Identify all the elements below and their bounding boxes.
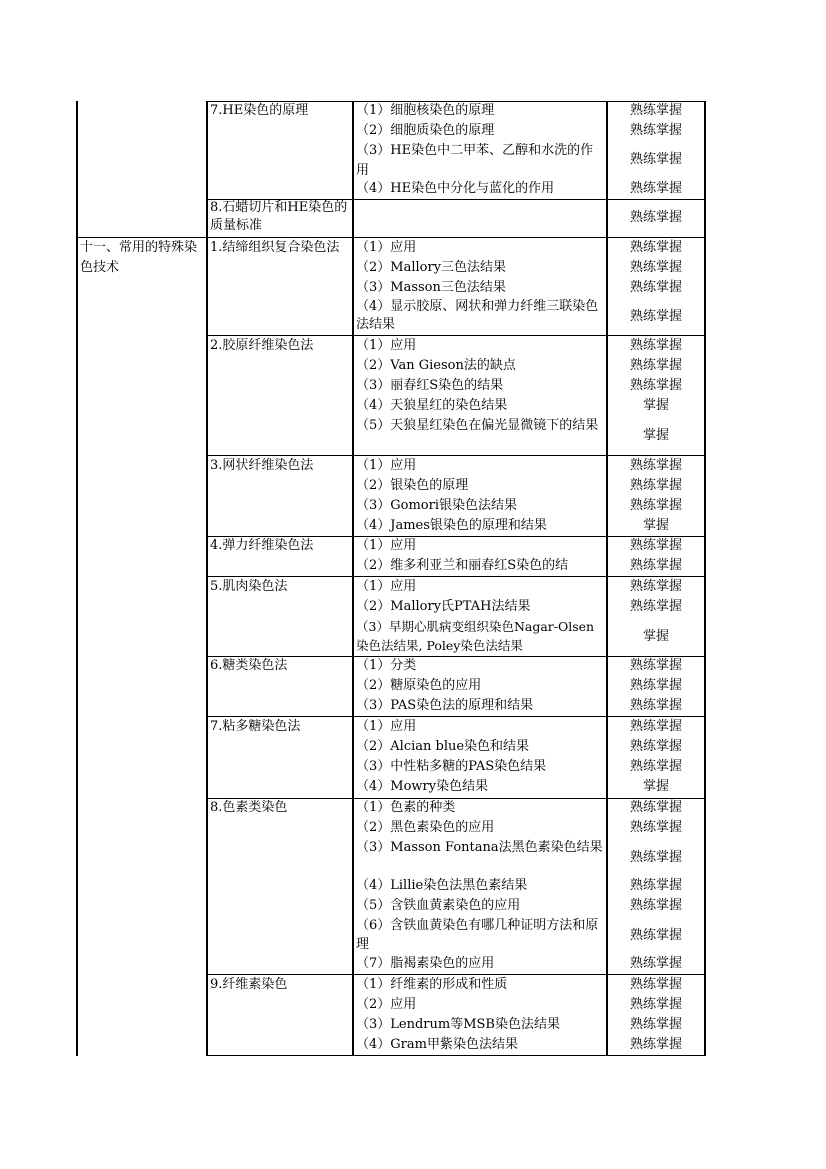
topic-label: 9.纤维素染色 [210, 977, 288, 992]
item-text: （3）中性粘多糖的PAS染色结果 [356, 759, 547, 774]
mastery-level: 熟练掌握 [629, 1037, 682, 1052]
item-text: （2）应用 [356, 997, 417, 1012]
item-text: （6）含铁血黄染色有哪几种证明方法和原理 [356, 918, 599, 952]
item-text: （1）应用 [356, 240, 417, 255]
mastery-level: 熟练掌握 [629, 152, 682, 167]
mastery-level: 熟练掌握 [629, 181, 682, 196]
mastery-level: 熟练掌握 [629, 759, 682, 774]
item-text: （5）含铁血黄素染色的应用 [356, 898, 521, 913]
item-text: （4）Gram甲紫染色法结果 [356, 1037, 518, 1052]
item-text: （4）Lillie染色法黑色素结果 [356, 878, 528, 893]
mastery-level: 掌握 [642, 428, 669, 443]
item-text: （3）Masson三色法结果 [356, 280, 506, 295]
mastery-level: 熟练掌握 [629, 898, 682, 913]
mastery-level: 熟练掌握 [629, 850, 682, 865]
item-text: （4）显示胶原、网状和弹力纤维三联染色法结果 [356, 299, 599, 332]
category-label: 十一、常用的特殊染色技术 [80, 240, 198, 275]
topic-label: 1.结缔组织复合染色法 [210, 240, 340, 255]
mastery-level: 熟练掌握 [629, 579, 682, 594]
mastery-level: 熟练掌握 [629, 309, 682, 324]
mastery-level: 熟练掌握 [629, 820, 682, 835]
mastery-level: 熟练掌握 [629, 538, 682, 553]
mastery-level: 熟练掌握 [629, 478, 682, 493]
item-text: （7）脂褐素染色的应用 [356, 956, 495, 971]
mastery-level: 熟练掌握 [629, 977, 682, 992]
mastery-level: 熟练掌握 [629, 739, 682, 754]
item-text: （2）维多利亚兰和丽春红S染色的结 [356, 558, 569, 573]
topic-label: 5.肌肉染色法 [210, 579, 288, 594]
mastery-level: 熟练掌握 [629, 210, 682, 225]
item-text: （2）Van Gieson法的缺点 [356, 358, 516, 373]
topic-label: 8.色素类染色 [210, 800, 288, 815]
item-text: （2）Mallory氏PTAH法结果 [356, 599, 531, 614]
item-text: （2）黑色素染色的应用 [356, 820, 495, 835]
item-text: （1）细胞核染色的原理 [356, 103, 495, 118]
item-text: （3）Masson Fontana法黑色素染色结果 [356, 840, 603, 855]
item-text: （1）分类 [356, 658, 417, 673]
item-text: （1）应用 [356, 538, 417, 553]
topic-label: 4.弹力纤维染色法 [210, 538, 314, 553]
mastery-level: 掌握 [642, 398, 669, 413]
item-text: （3）丽春红S染色的结果 [356, 378, 504, 393]
item-text: （3）Lendrum等MSB染色法结果 [356, 1017, 560, 1032]
topic-label: 6.糖类染色法 [210, 658, 288, 673]
mastery-level: 熟练掌握 [629, 599, 682, 614]
item-text: （3）PAS染色法的原理和结果 [356, 698, 534, 713]
table-border-left [76, 101, 78, 1056]
item-text: （5）天狼星红染色在偏光显微镜下的结果 [356, 418, 599, 433]
table-bottom-border [206, 1055, 706, 1056]
item-text: （2）Alcian blue染色和结果 [356, 739, 530, 754]
mastery-level: 熟练掌握 [629, 698, 682, 713]
mastery-level: 熟练掌握 [629, 878, 682, 893]
column-divider-category [206, 101, 208, 1056]
item-text: （1）应用 [356, 579, 417, 594]
mastery-level: 掌握 [642, 518, 669, 533]
mastery-level: 熟练掌握 [629, 928, 682, 943]
item-text: （4）James银染色的原理和结果 [356, 518, 547, 533]
item-text: （4）HE染色中分化与蓝化的作用 [356, 181, 555, 196]
mastery-level: 熟练掌握 [629, 358, 682, 373]
mastery-level: 熟练掌握 [629, 997, 682, 1012]
mastery-level: 熟练掌握 [629, 338, 682, 353]
mastery-level: 熟练掌握 [629, 240, 682, 255]
item-text: （2）细胞质染色的原理 [356, 123, 495, 138]
item-text: （1）色素的种类 [356, 800, 456, 815]
item-text: （4）Mowry染色结果 [356, 779, 489, 794]
mastery-level: 熟练掌握 [629, 558, 682, 573]
mastery-level: 熟练掌握 [629, 800, 682, 815]
item-text: （4）天狼星红的染色结果 [356, 398, 508, 413]
column-divider-topic [352, 101, 354, 1056]
mastery-level: 掌握 [642, 629, 669, 644]
topic-label: 7.HE染色的原理 [210, 103, 309, 118]
item-text: （1）应用 [356, 458, 417, 473]
item-text: （1）应用 [356, 338, 417, 353]
topic-label: 8.石蜡切片和HE染色的质量标准 [210, 200, 348, 233]
mastery-level: 熟练掌握 [629, 678, 682, 693]
item-text: （1）应用 [356, 719, 417, 734]
mastery-level: 熟练掌握 [629, 280, 682, 295]
mastery-level: 熟练掌握 [629, 458, 682, 473]
mastery-level: 掌握 [642, 779, 669, 794]
item-text: （3）HE染色中二甲苯、乙醇和水洗的作用 [356, 143, 594, 178]
mastery-level: 熟练掌握 [629, 103, 682, 118]
mastery-level: 熟练掌握 [629, 956, 682, 971]
topic-label: 2.胶原纤维染色法 [210, 338, 314, 353]
item-text: （3）Gomori银染色法结果 [356, 498, 518, 513]
mastery-level: 熟练掌握 [629, 1017, 682, 1032]
mastery-level: 熟练掌握 [629, 498, 682, 513]
mastery-level: 熟练掌握 [629, 719, 682, 734]
mastery-level: 熟练掌握 [629, 658, 682, 673]
item-text: （2）糖原染色的应用 [356, 678, 482, 693]
topic-label: 7.粘多糖染色法 [210, 719, 301, 734]
item-text: （1）纤维素的形成和性质 [356, 977, 508, 992]
item-text: （2）银染色的原理 [356, 478, 469, 493]
item-text: （3）早期心肌病变组织染色Nagar-Olsen染色法结果, Poley染色法结果 [356, 619, 595, 653]
mastery-level: 熟练掌握 [629, 260, 682, 275]
topic-label: 3.网状纤维染色法 [210, 458, 314, 473]
mastery-level: 熟练掌握 [629, 378, 682, 393]
item-text: （2）Mallory三色法结果 [356, 260, 507, 275]
mastery-level: 熟练掌握 [629, 123, 682, 138]
